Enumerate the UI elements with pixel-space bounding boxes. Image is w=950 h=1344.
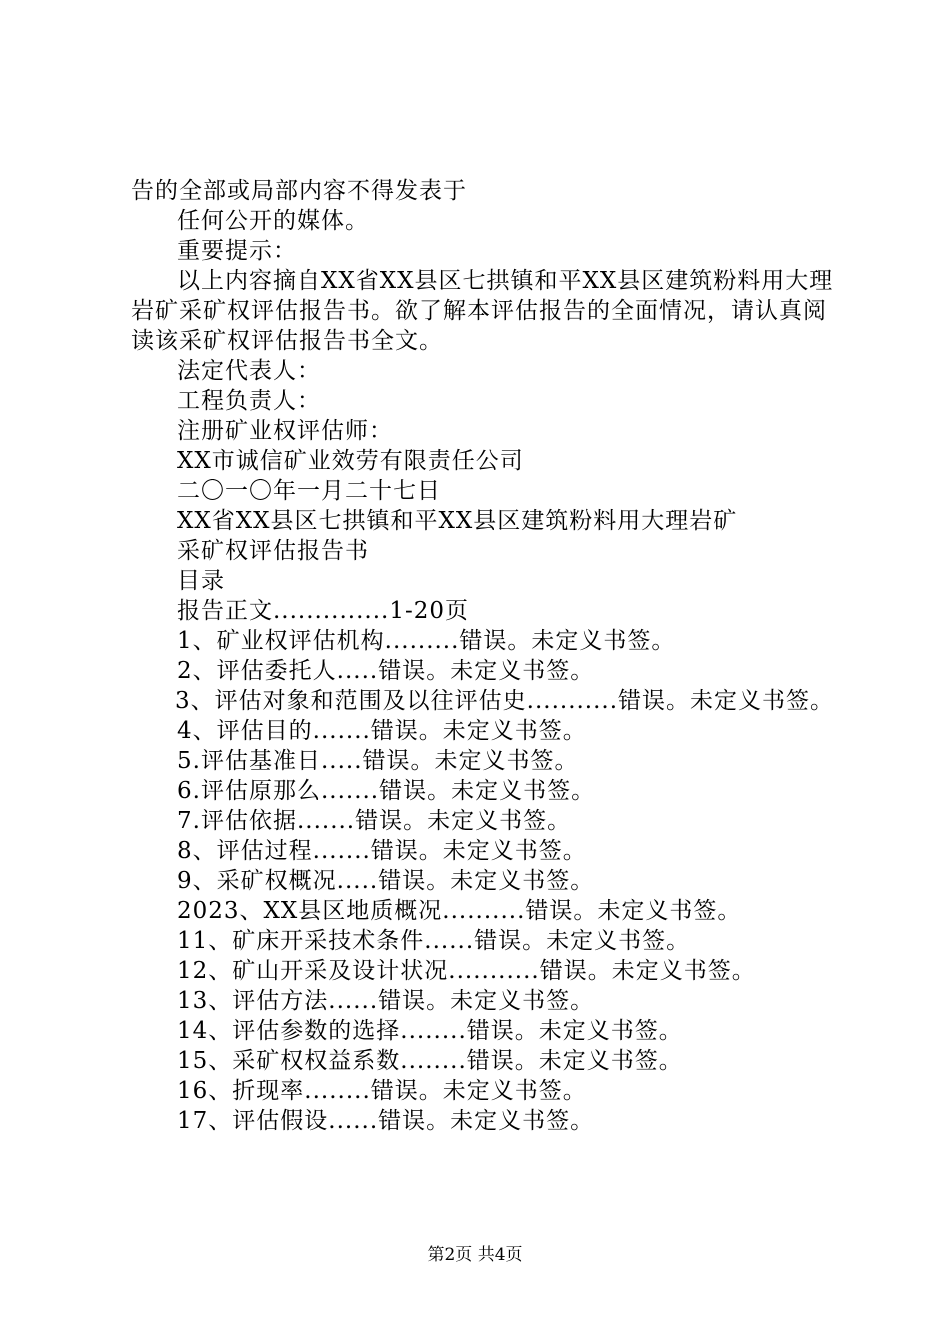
text-line: 工程负责人：	[177, 388, 321, 414]
toc-entry[interactable]: 2023、XX县区地质概况..........错误。未定义书签。	[177, 898, 742, 924]
toc-entry[interactable]: 11、矿床开采技术条件......错误。未定义书签。	[177, 928, 691, 954]
toc-entry[interactable]: 16、折现率........错误。未定义书签。	[177, 1078, 587, 1104]
toc-entry[interactable]: 6.评估原那么.......错误。未定义书签。	[177, 778, 596, 804]
toc-entry[interactable]: 8、评估过程.......错误。未定义书签。	[177, 838, 587, 864]
toc-entry[interactable]: 17、评估假设......错误。未定义书签。	[177, 1108, 595, 1134]
paragraph: 以上内容摘自XX省XX县区七拱镇和平XX县区建筑粉料用大理岩矿采矿权评估报告书。欲了解本评估报告的全面情况，请认真阅读该采矿权评估报告书全文。	[131, 268, 834, 354]
date-line: 二〇一〇年一月二十七日	[177, 478, 441, 504]
text-line: 重要提示：	[177, 238, 297, 264]
toc-entry[interactable]: 1、矿业权评估机构.........错误。未定义书签。	[177, 628, 676, 654]
toc-entry[interactable]: 14、评估参数的选择........错误。未定义书签。	[177, 1018, 683, 1044]
toc-entry[interactable]: 12、矿山开采及设计状况...........错误。未定义书签。	[177, 958, 756, 984]
page-footer: 第2页 共4页	[427, 1245, 523, 1265]
text-line: 告的全部或局部内容不得发表于	[131, 178, 467, 204]
report-title-line: XX省XX县区七拱镇和平XX县区建筑粉料用大理岩矿	[177, 508, 738, 534]
toc-entry[interactable]: 报告正文..............1-20页	[177, 598, 470, 624]
toc-entry[interactable]: 4、评估目的.......错误。未定义书签。	[177, 718, 587, 744]
toc-entry[interactable]: 15、采矿权权益系数........错误。未定义书签。	[177, 1048, 683, 1074]
text-line: 注册矿业权评估师：	[177, 418, 393, 444]
toc-entry[interactable]: 5.评估基准日.....错误。未定义书签。	[177, 748, 579, 774]
company-name: XX市诚信矿业效劳有限责任公司	[177, 448, 524, 474]
toc-heading: 目录	[177, 568, 225, 594]
toc-entry[interactable]: 7.评估依据.......错误。未定义书签。	[177, 808, 572, 834]
toc-entry[interactable]: 3、评估对象和范围及以往评估史...........错误。未定义书签。	[175, 688, 835, 714]
text-line: 法定代表人：	[177, 358, 321, 384]
toc-entry[interactable]: 9、采矿权概况.....错误。未定义书签。	[177, 868, 595, 894]
document-body	[131, 176, 841, 1136]
toc-entry[interactable]: 2、评估委托人.....错误。未定义书签。	[177, 658, 595, 684]
report-title-line: 采矿权评估报告书	[177, 538, 369, 564]
text-line: 任何公开的媒体。	[177, 208, 369, 234]
toc-entry[interactable]: 13、评估方法......错误。未定义书签。	[177, 988, 595, 1014]
